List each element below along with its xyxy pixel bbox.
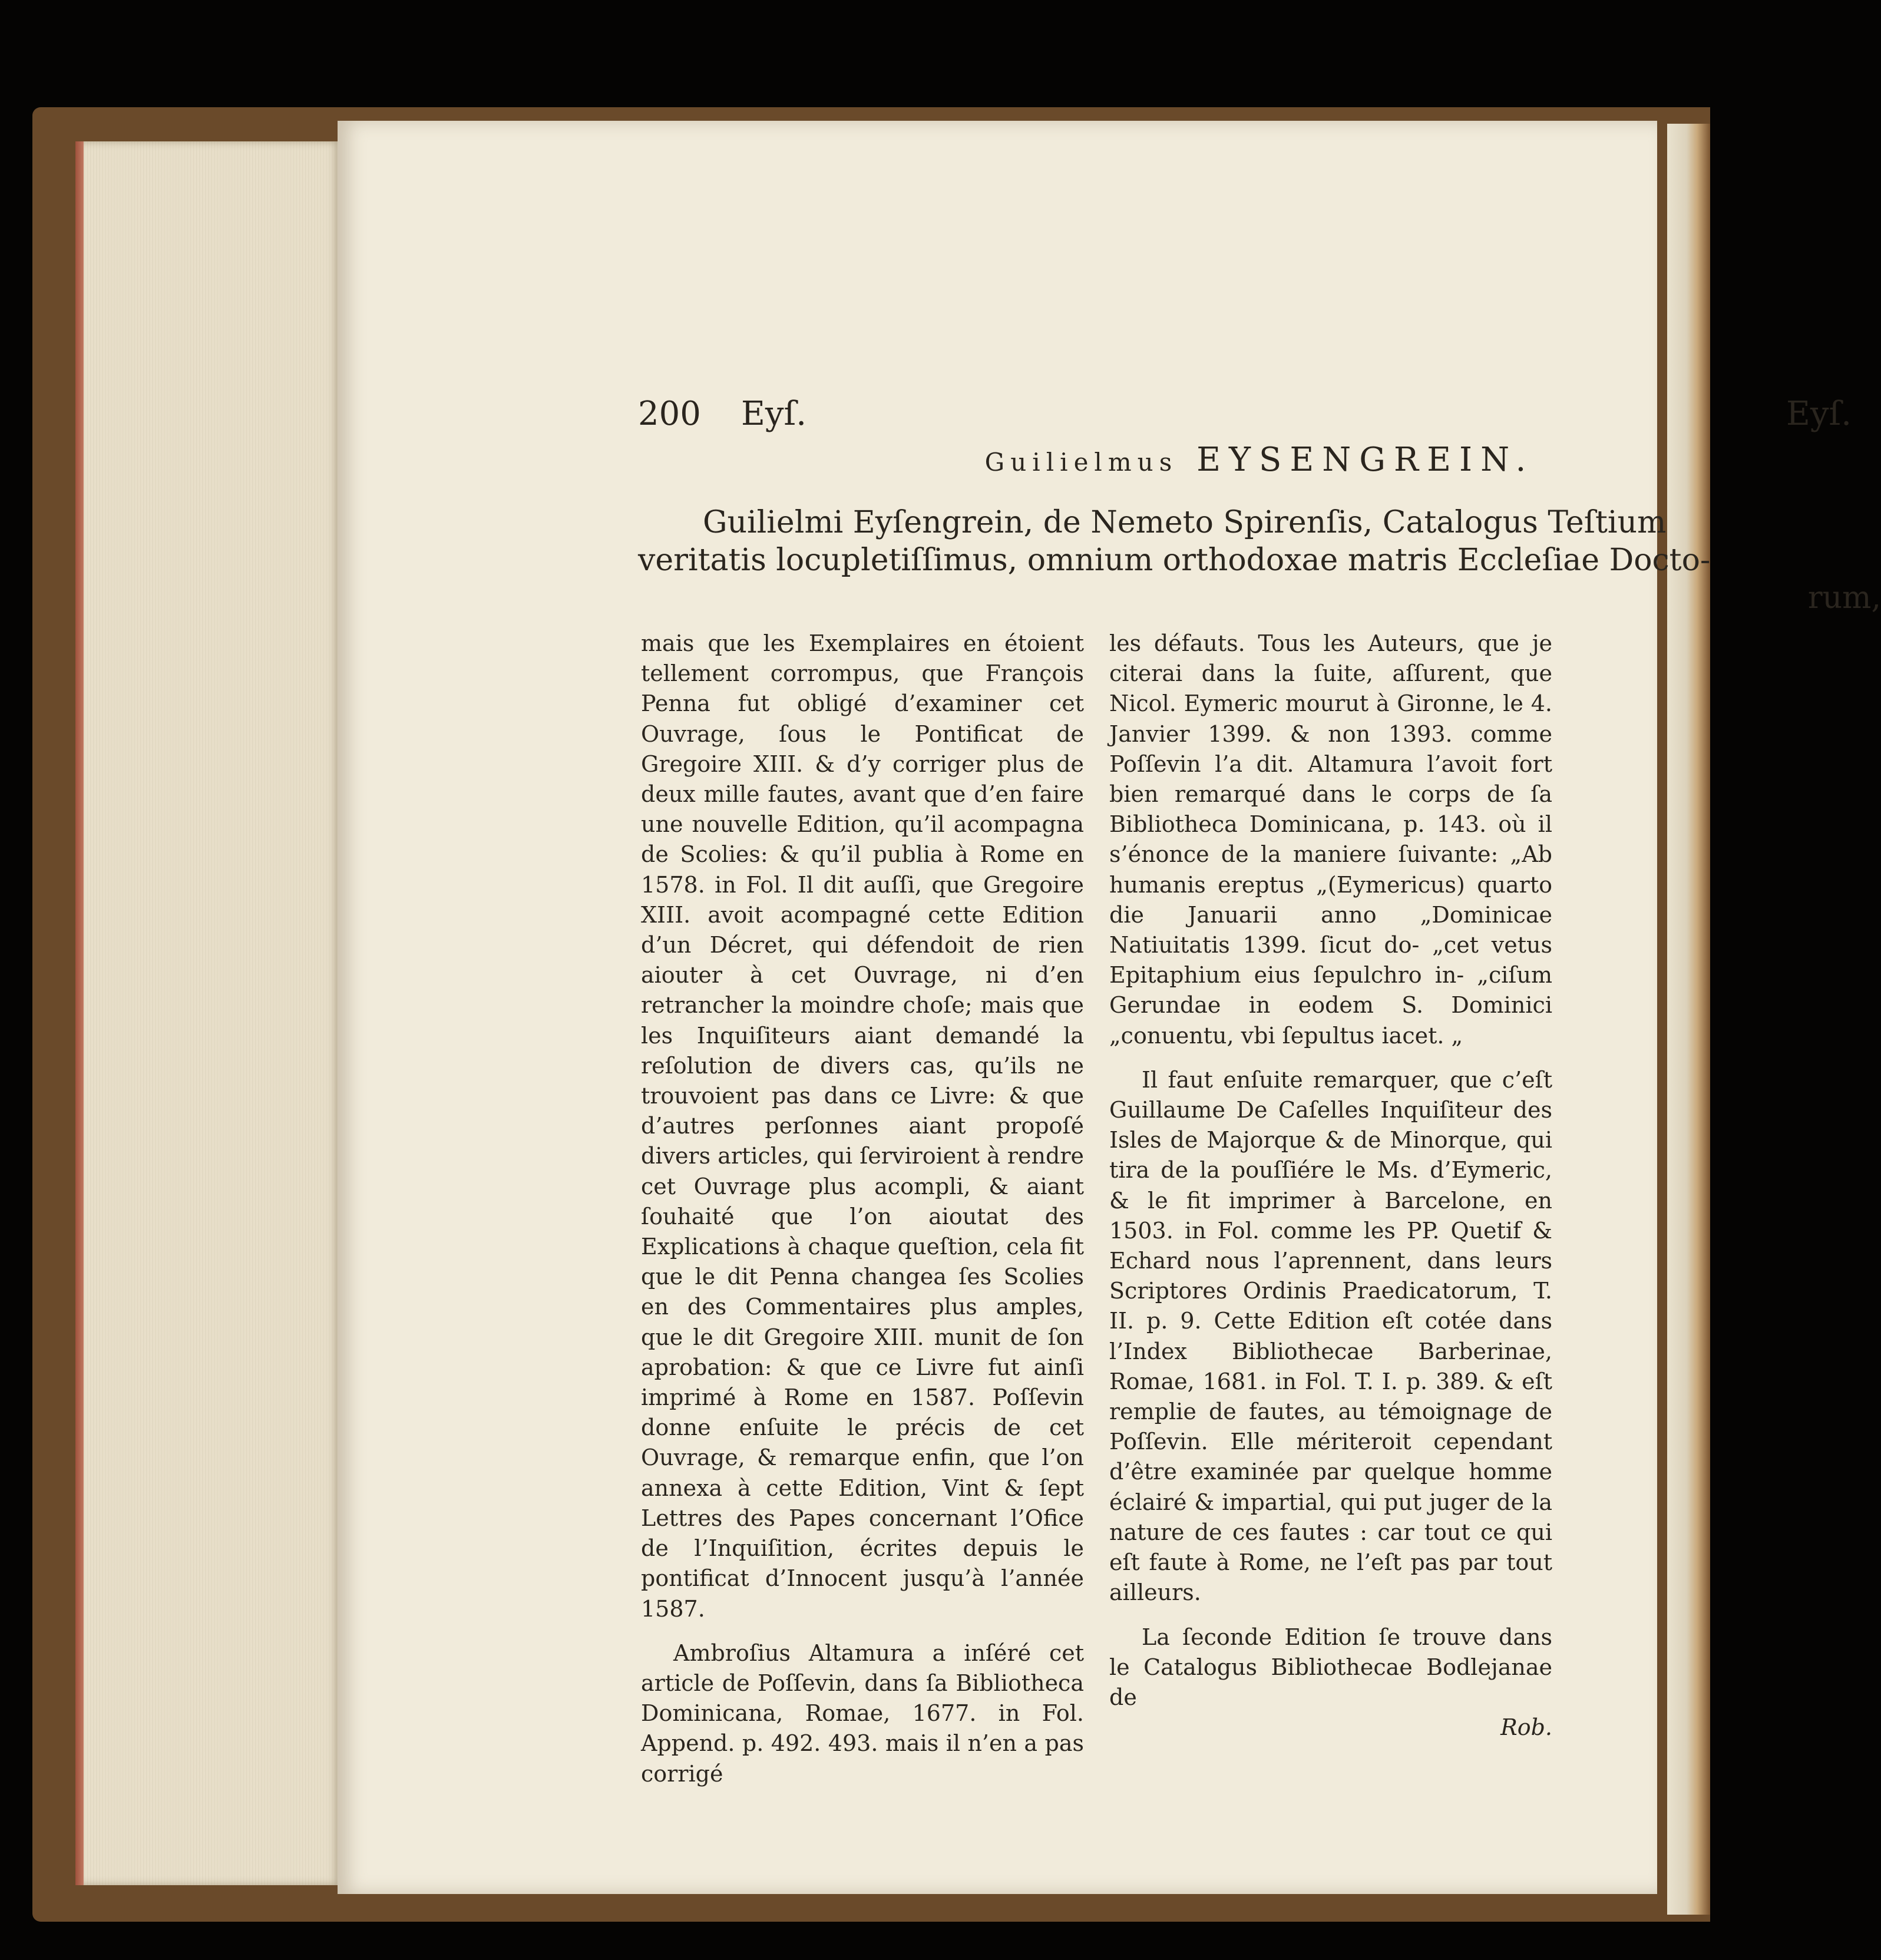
red-fore-edge xyxy=(75,141,84,1885)
right-column xyxy=(1109,629,1552,1743)
page-number: 200 xyxy=(638,395,701,433)
page-block-edges xyxy=(75,141,342,1885)
header-left-word: Eyſ. xyxy=(741,395,807,433)
book-title xyxy=(638,504,1881,617)
right-paragraph-1: les défauts. Tous les Auteurs, que je citerai dans la ſuite, aſſurent, que Nicol. Eymeric mourut à Gironne, le 4. Janvier 1399. & non 1393. comme Poſſevin l’a dit. Altamura l’avoit fort bien remarqué dans le corps de ſa Bibliotheca Dominicana, p. 143. où il s’énonce de la maniere ſuivante: „Ab humanis ereptus „(Eymericus) quarto die Januarii anno „Dominicae Natiuitatis 1399. ſicut do- „cet vetus Epitaphium eius ſepulchro in- „ciſum Gerundae in eodem S. Dominici „conuentu, vbi ſepultus iacet. „ xyxy=(1109,630,1552,1049)
title-line-2: veritatis locupletiſſimus, omnium orthodoxae matris Eccleſiae Docto- xyxy=(638,543,1711,578)
page-content xyxy=(638,268,1881,1787)
left-paragraph-2: Ambroſius Altamura a inſéré cet article de Poſſevin, dans ſa Bibliotheca Dominicana, Romae, 1677. in Fol. Append. p. 492. 493. mais il n’en a pas corrigé xyxy=(641,1640,1084,1787)
title-line-3: rum, xyxy=(1807,580,1881,616)
book-page xyxy=(338,121,1881,1894)
author-heading xyxy=(638,441,1881,479)
left-column xyxy=(641,629,1084,1789)
author-last-name: EYSENGREIN. xyxy=(1196,441,1535,479)
left-paragraph-1: mais que les Exemplaires en étoient tellement corrompus, que François Penna fut obligé d’examiner cet Ouvrage, ſous le Pontificat de Gregoire XIII. & d’y corriger plus de deux mille fautes, avant que d’en faire une nouvelle Edition, qu’il acompagna de Scolies: & qu’il publia à Rome en 1578. in Fol. Il dit auſſi, que Gregoire XIII. avoit acompagné cette Edition d’un Décret, qui défendoit de rien aiouter à cet Ouvrage, ni d’en retrancher la moindre choſe; mais que les Inquiſiteurs aiant demandé la reſolution de divers cas, qu’ils ne trouvoient pas dans ce Livre: & que d’autres perſonnes aiant propoſé divers articles, qui ſerviroient à rendre cet Ouvrage plus acompli, & aiant ſouhaité que l’on aioutat des Explications à chaque queſtion, cela fit que le dit Penna changea ſes Scolies en des Commentaires plus amples, que le dit Gregoire XIII. munit de ſon aprobation: & que ce Livre fut ainſi imprimé à Rome en 1587. Poſſevin donne enſuite le précis de cet Ouvrage, & remarque enfin, que l’on annexa à cette Edition, Vint & ſept Lettres des Papes concernant l’Ofice de l’Inquiſition, écrites depuis le pontificat d’Innocent jusqu’à l’année 1587. xyxy=(641,630,1084,1622)
right-paragraph-2: Il faut enſuite remarquer, que c’eſt Guillaume De Caſelles Inquiſiteur des Isles de Majorque & de Minorque, qui tira de la pouſſiére le Ms. d’Eymeric, & le fit imprimer à Barcelone, en 1503. in Fol. comme les PP. Quetif & Echard nous l’aprennent, dans leurs Scriptores Ordinis Praedicatorum, T. II. p. 9. Cette Edition eſt cotée dans l’Index Bibliothecae Barberinae, Romae, 1681. in Fol. T. I. p. 389. & eſt remplie de fautes, au témoignage de Poſſevin. Elle mériteroit cependant d’être examinée par quelque homme éclairé & impartial, qui put juger de la nature de ces fautes : car tout ce qui eſt faute à Rome, ne l’eſt pas par tout ailleurs. xyxy=(1109,1066,1552,1606)
title-line-1: Guilielmi Eyſengrein, de Nemeto Spirenſis, Catalogus Teſtium xyxy=(703,505,1667,540)
header-right-word: Eyſ. xyxy=(1786,395,1852,433)
catchword: Rob. xyxy=(1500,1714,1552,1741)
right-paragraph-3: La ſeconde Edition ſe trouve dans le Catalogus Bibliothecae Bodlejanae de xyxy=(1109,1624,1552,1710)
author-first-name: Guilielmus xyxy=(984,448,1178,477)
